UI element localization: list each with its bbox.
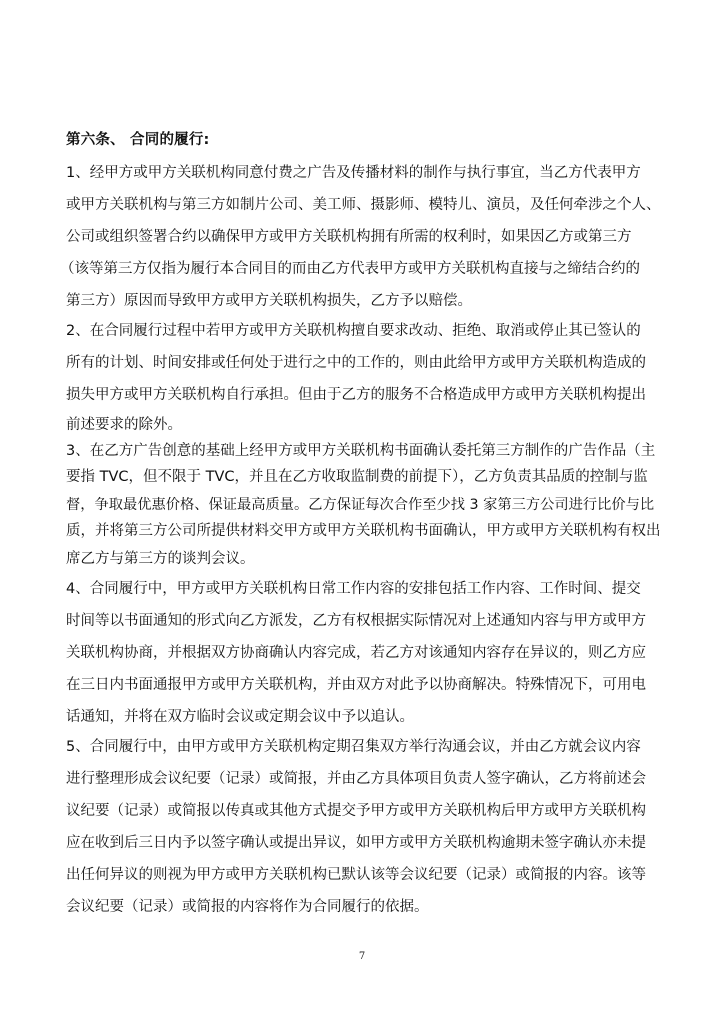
paragraph-4-line-3: 关联机构协商，并根据双方协商确认内容完成，若乙方对该通知内容存在异议的，则乙方应 [66, 645, 646, 661]
paragraph-1-line-5: 第三方）原因而导致甲方或甲方关联机构损失，乙方予以赔偿。 [66, 293, 472, 309]
paragraph-1-line-2: 或甲方关联机构与第三方如制片公司、美工师、摄影师、模特儿、演员，及任何牵涉之个人、 [66, 197, 661, 213]
paragraph-2-line-3: 损失甲方或甲方关联机构自行承担。但由于乙方的服务不合格造成甲方或甲方关联机构提出 [66, 387, 646, 403]
paragraph-2-line-1: 2、在合同履行过程中若甲方或甲方关联机构擅自要求改动、拒绝、取消或停止其已签认的 [66, 323, 641, 339]
paragraph-5-line-2: 进行整理形成会议纪要（记录）或简报，并由乙方具体项目负责人签字确认，乙方将前述会 [66, 771, 646, 787]
paragraph-2-line-4: 前述要求的除外。 [66, 417, 182, 433]
paragraph-5-line-5: 出任何异议的则视为甲方或甲方关联机构已默认该等会议纪要（记录）或简报的内容。该等 [66, 867, 646, 883]
paragraph-3-line-3: 督，争取最优惠价格、保证最高质量。乙方保证每次合作至少找 3 家第三方公司进行比价与比 [66, 497, 655, 513]
paragraph-5-line-4: 应在收到后三日内予以签字确认或提出异议，如甲方或甲方关联机构逾期未签字确认亦未提 [66, 835, 646, 851]
paragraph-4-line-4: 在三日内书面通报甲方或甲方关联机构，并由双方对此予以协商解决。特殊情况下，可用电 [66, 677, 646, 693]
section-heading: 第六条、 合同的履行: [66, 132, 210, 148]
paragraph-3-line-4: 质，并将第三方公司所提供材料交甲方或甲方关联机构书面确认，甲方或甲方关联机构有权出 [66, 523, 661, 539]
paragraph-2-line-2: 所有的计划、时间安排或任何处于进行之中的工作的，则由此给甲方或甲方关联机构造成的 [66, 355, 646, 371]
paragraph-5-line-3: 议纪要（记录）或简报以传真或其他方式提交予甲方或甲方关联机构后甲方或甲方关联机构 [66, 803, 646, 819]
paragraph-1-line-1: 1、经甲方或甲方关联机构同意付费之广告及传播材料的制作与执行事宜，当乙方代表甲方 [66, 165, 641, 181]
paragraph-4-line-1: 4、合同履行中，甲方或甲方关联机构日常工作内容的安排包括工作内容、工作时间、提交 [66, 581, 641, 597]
paragraph-4-line-5: 话通知，并将在双方临时会议或定期会议中予以追认。 [66, 709, 414, 725]
paragraph-1-line-4: （该等第三方仅指为履行本合同目的而由乙方代表甲方或甲方关联机构直接与之缔结合约的 [60, 261, 640, 277]
paragraph-3-line-1: 3、在乙方广告创意的基础上经甲方或甲方关联机构书面确认委托第三方制作的广告作品（主 [66, 443, 656, 459]
paragraph-4-line-2: 时间等以书面通知的形式向乙方派发，乙方有权根据实际情况对上述通知内容与甲方或甲方 [66, 613, 646, 629]
paragraph-1-line-3: 公司或组织签署合约以确保甲方或甲方关联机构拥有所需的权利时，如果因乙方或第三方 [66, 229, 632, 245]
paragraph-3-line-2: 要指 TVC，但不限于 TVC，并且在乙方收取监制费的前提下），乙方负责其品质的控制与监 [66, 469, 648, 485]
page-number: 7 [358, 951, 366, 962]
paragraph-5-line-1: 5、合同履行中，由甲方或甲方关联机构定期召集双方举行沟通会议，并由乙方就会议内容 [66, 739, 641, 755]
paragraph-5-line-6: 会议纪要（记录）或简报的内容将作为合同履行的依据。 [66, 899, 429, 915]
paragraph-3-line-5: 席乙方与第三方的谈判会议。 [66, 551, 255, 567]
